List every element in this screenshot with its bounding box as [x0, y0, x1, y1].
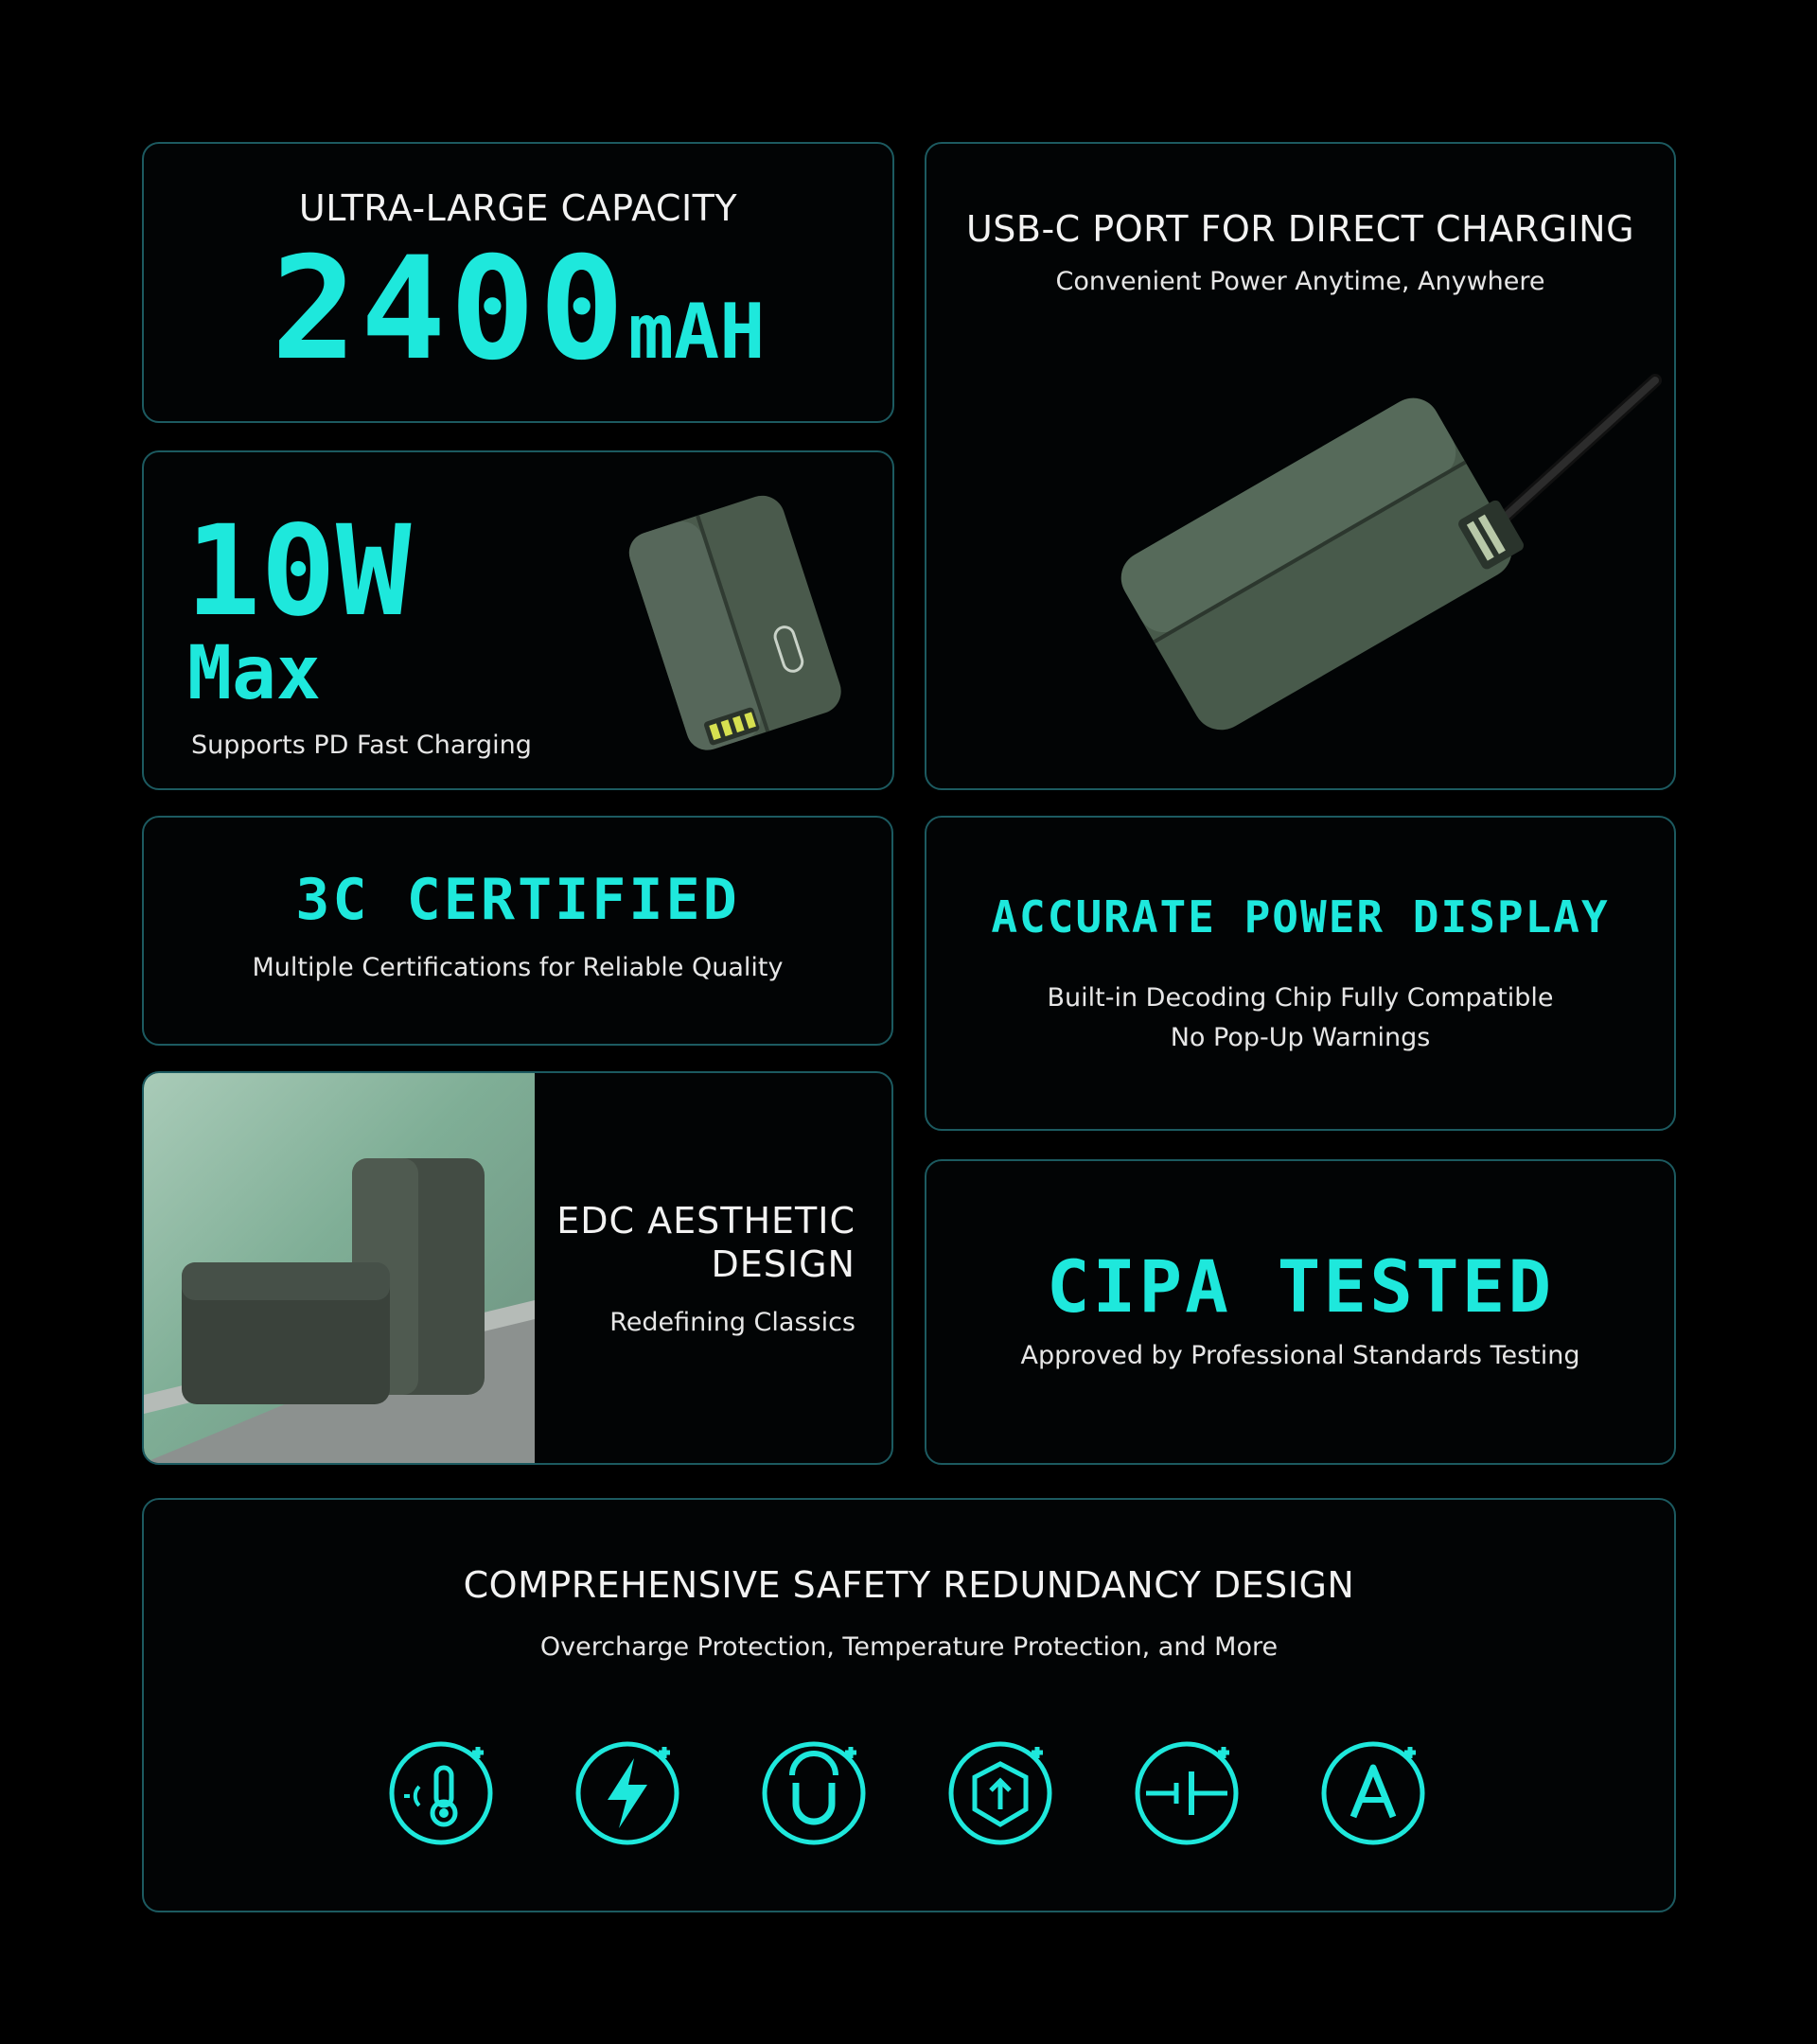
- cipa-title: CIPA TESTED: [1046, 1244, 1555, 1329]
- capacity-value: [144, 227, 892, 392]
- edc-image: [144, 1073, 535, 1463]
- charging-sub: Supports PD Fast Charging: [191, 731, 532, 760]
- lightning-icon: [575, 1741, 679, 1845]
- power-display-line2: No Pop-Up Warnings: [1170, 1023, 1431, 1052]
- safety-card: [142, 1498, 1676, 1912]
- capacity-number: 2400: [271, 227, 628, 392]
- certified-sub: Multiple Certifications for Reliable Quality: [252, 953, 784, 982]
- cipa-card: [925, 1159, 1676, 1465]
- capacity-unit: mAH: [627, 288, 766, 376]
- edc-sub: Redefining Classics: [609, 1308, 856, 1337]
- circuit-icon: [1135, 1741, 1239, 1845]
- power-value: 10W: [185, 499, 412, 644]
- power-display-card: [925, 816, 1676, 1131]
- cipa-sub: Approved by Professional Standards Testing: [1020, 1341, 1580, 1370]
- ampere-icon: [1321, 1741, 1425, 1845]
- magnet-icon: [762, 1741, 866, 1845]
- usbc-title: USB-C PORT FOR DIRECT CHARGING: [965, 208, 1635, 250]
- usbc-battery-image: [1097, 371, 1674, 749]
- power-max: Max: [187, 631, 321, 716]
- power-display-line1: Built-in Decoding Chip Fully Compatible: [1047, 983, 1554, 1013]
- capacity-card: [142, 142, 894, 423]
- certified-card: [142, 816, 893, 1046]
- upload-box-icon: [948, 1741, 1052, 1845]
- usbc-card: [925, 142, 1676, 790]
- safety-title: COMPREHENSIVE SAFETY REDUNDANCY DESIGN: [463, 1564, 1355, 1606]
- fast-charging-card: [142, 450, 894, 790]
- thermometer-icon: [389, 1741, 493, 1845]
- power-display-title: ACCURATE POWER DISPLAY: [991, 891, 1610, 943]
- usbc-sub: Convenient Power Anytime, Anywhere: [1055, 267, 1545, 296]
- capacity-title: ULTRA-LARGE CAPACITY: [298, 187, 738, 229]
- battery-image: [589, 471, 882, 774]
- edc-title-line2: DESIGN: [711, 1243, 856, 1285]
- certified-title: 3C CERTIFIED: [295, 867, 740, 933]
- edc-card: [142, 1071, 893, 1465]
- edc-title-line1: EDC AESTHETIC: [556, 1200, 856, 1242]
- safety-sub: Overcharge Protection, Temperature Protection, and More: [539, 1632, 1279, 1662]
